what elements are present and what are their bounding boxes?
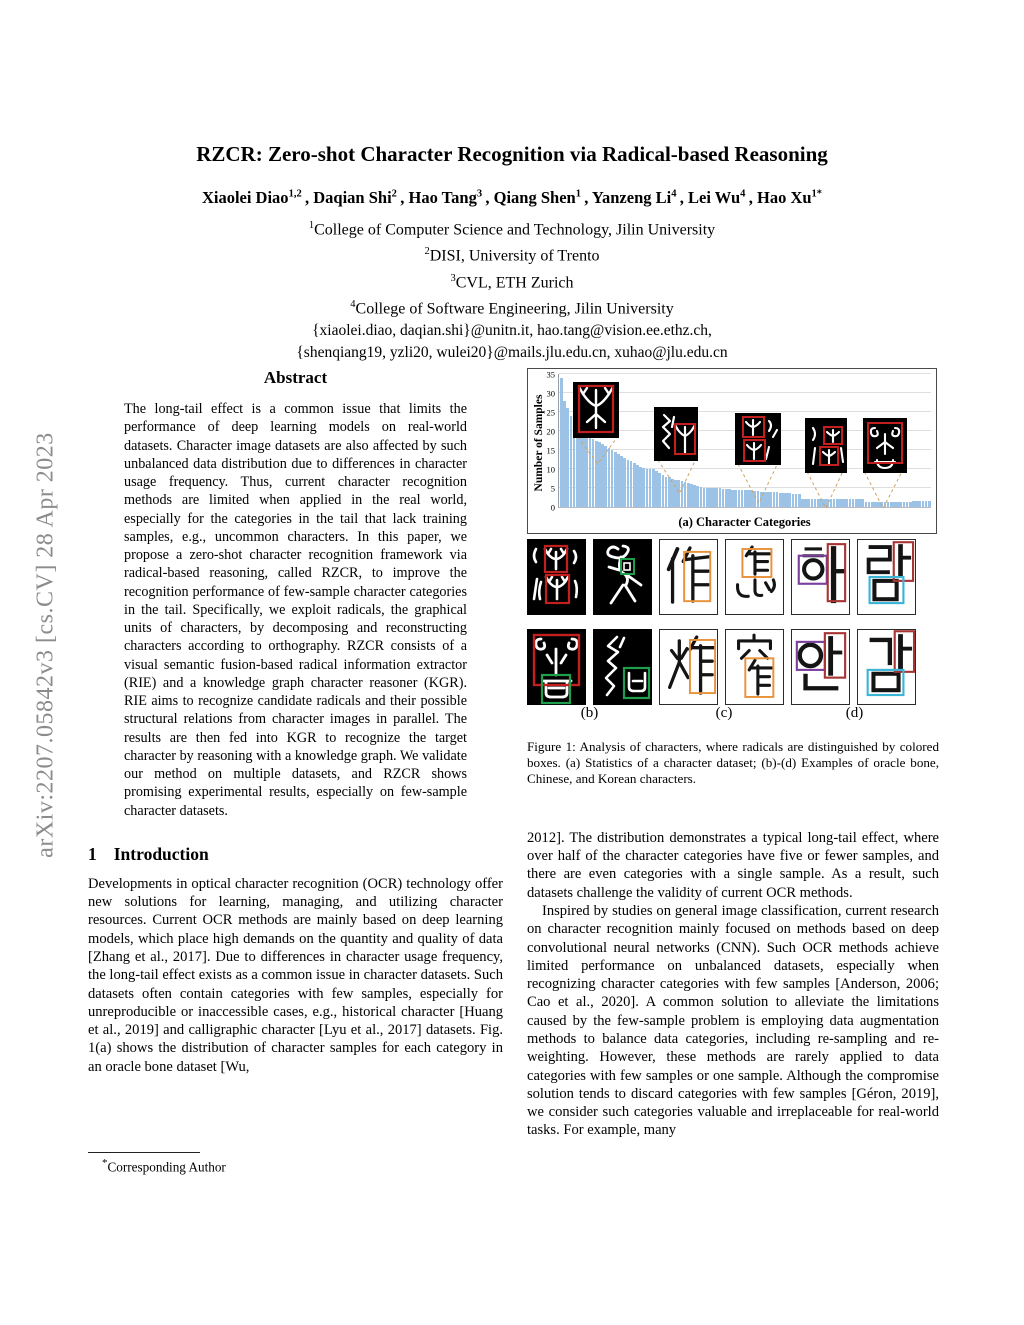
affiliation-line: $^2$DISI, University of Trento: [424, 246, 600, 265]
figure-group-labels: [527, 705, 939, 727]
oracle-inset-3: [735, 413, 781, 465]
affiliation-line: $^4$College of Software Engineering, Jilin University: [350, 298, 674, 318]
korean-char-cell-3: [791, 629, 850, 705]
authors-line: Xiaolei Diao$^{1,2}$ , Daqian Shi$^2$ , Hao Tang$^3$ , Qiang Shen$^1$ , Yanzeng Li$^4$ , Lei Wu$^4$ , Hao $Xu^{1*}$: [201, 188, 823, 207]
oracle-inset-4: [805, 418, 847, 473]
figure-caption: Figure 1: Analysis of characters, where radicals are distinguished by colored boxes. (a) Statistics of a character dataset; (b)-(d) Examples of oracle bone, Chinese, and Korean characters.: [527, 739, 939, 786]
email-line: {shenqiang19, yzli20, wulei20}@mails.jlu.edu.cn, xuhao@jlu.edu.cn: [296, 344, 728, 362]
chinese-char-cell-2: [725, 539, 784, 615]
section-heading-introduction: [88, 844, 503, 865]
bar: [928, 501, 931, 507]
paper-title: RZCR: Zero-shot Character Recognition via Radical-based Reasoning: [196, 142, 828, 166]
chinese-char-cell-1: [659, 539, 718, 615]
right-column: [527, 368, 939, 1140]
abstract-heading: Abstract: [263, 368, 328, 387]
korean-char-cell-2: [857, 539, 916, 615]
oracle-inset-1: [573, 382, 619, 438]
oracle-bone-cell-3: [527, 629, 586, 705]
y-tick-30: 30: [546, 387, 555, 398]
korean-char-cell-1: [791, 539, 850, 615]
label-b: (b): [580, 705, 599, 721]
footnote-rule: [88, 1152, 200, 1153]
oracle-inset-5: [863, 418, 907, 473]
footnote: [88, 1152, 503, 1175]
y-tick-25: 25: [546, 406, 555, 417]
chinese-char-cell-4: [725, 629, 784, 705]
right-paragraph-2: Inspired by studies on general image classification, current research on character recognition mainly focused on methods based on deep convolutional neural networks (CNN). Such OCR methods achieve limited performance on unbalanced datasets, especially when recognizing character categories with few samples [Anderson, 2006; Cao et al., 2020]. A common solution to alleviate the limitations caused by the few-sample problem is employing data augmentation methods to balance data categories, including re-sampling and re-weighting. However, these methods are rarely applied to data categories with few samples or one sample. Although the compromise solution tends to discard categories with few samples [Géron, 2019], we consider such categories valuable and irreplaceable for real-world tasks. For example, many: [527, 902, 939, 1139]
footnote-marker: *: [102, 1157, 108, 1169]
footnote-text: Corresponding Author: [107, 1159, 226, 1175]
left-column: [88, 368, 503, 1076]
affiliation-line: $^1$College of Computer Science and Technology, Jilin University: [308, 220, 716, 239]
right-paragraph-1: 2012]. The distribution demonstrates a typical long-tail effect, where over half of the character categories have five or fewer samples, and there are even categories with a single sample. As a result, such datasets challenge the validity of current OCR methods.: [527, 829, 939, 901]
abstract-text: The long-tail effect is a common issue that limits the performance of deep learning models on real-world datasets. Character image datasets are also affected by such unbalanced data distribution due to differences in character usage frequency. Thus, current character recognition methods are limited when applied in the real world, especially for the categories in the tail that lack training samples, e.g., uncommon characters. In this paper, we propose a zero-shot character recognition framework via radical-based reasoning, called RZCR, to improve the recognition performance of few-sample character categories in the tail. Specifically, we exploit radicals, the graphical units of characters, by decomposing and reconstructing characters according to orthography. RZCR consists of a visual semantic fusion-based radical information extractor (RIE) and a knowledge graph character reasoner (KGR). RIE aims to recognize candidate radicals and their possible structural relations from character images in parallel. The results are then fed into KGR to recognize the target character by reasoning with a knowledge graph. We validate our method on multiple datasets, and RZCR shows promising experimental results, especially on few-sample character datasets.: [124, 401, 467, 819]
chinese-char-cell-3: [659, 629, 718, 705]
label-c: (c): [715, 705, 733, 721]
y-tick-10: 10: [546, 463, 555, 474]
title-block: [84, 142, 940, 364]
oracle-bone-cell-2: [593, 539, 652, 615]
oracle-bone-cell-4: [593, 629, 652, 705]
character-statistics-chart: [527, 368, 937, 534]
emails: [84, 320, 940, 364]
oracle-inset-2: [654, 407, 698, 461]
y-tick-15: 15: [546, 444, 555, 455]
affiliations: [84, 215, 940, 320]
footnote-text-line: [88, 1157, 503, 1175]
chart-y-axis-label: Number of Samples: [533, 394, 545, 492]
label-d: (d): [845, 705, 864, 721]
chart-x-axis-label: (a) Character Categories: [678, 515, 811, 529]
y-tick-20: 20: [546, 425, 555, 436]
y-tick-35: 35: [546, 368, 555, 379]
section-number: 1: [88, 843, 97, 864]
affiliation-line: $^3$CVL, ETH Zurich: [450, 272, 574, 291]
oracle-bone-cell-1: [527, 539, 586, 615]
arxiv-banner: arXiv:2207.05842v3 [cs.CV] 28 Apr 2023: [32, 432, 59, 858]
y-tick-5: 5: [550, 482, 555, 493]
figure-1: [527, 368, 939, 787]
section-title: Introduction: [113, 843, 209, 864]
example-row-2: [527, 629, 939, 705]
example-row-1: [527, 539, 939, 615]
y-tick-0: 0: [550, 501, 555, 512]
introduction-paragraph: Developments in optical character recognition (OCR) technology offer new solutions for learning, managing, and utilizing character resources. Current OCR methods are mainly based on deep learning models, which place high demands on the quantity and quality of data [Zhang et al., 2017]. Due to differences in character usage frequency, the long-tail effect exists as a common issue in character datasets. Such datasets often contain categories with few samples, especially for unreproducible or inaccessible cases, e.g., historical character [Huang et al., 2019] and calligraphic character [Lyu et al., 2017] datasets. Fig. 1(a) shows the distribution of character samples for each category in an oracle bone dataset [Wu,: [88, 875, 503, 1075]
email-line: {xiaolei.diao, daqian.shi}@unitn.it, hao.tang@vision.ee.ethz.ch,: [312, 322, 712, 340]
korean-char-cell-4: [857, 629, 916, 705]
